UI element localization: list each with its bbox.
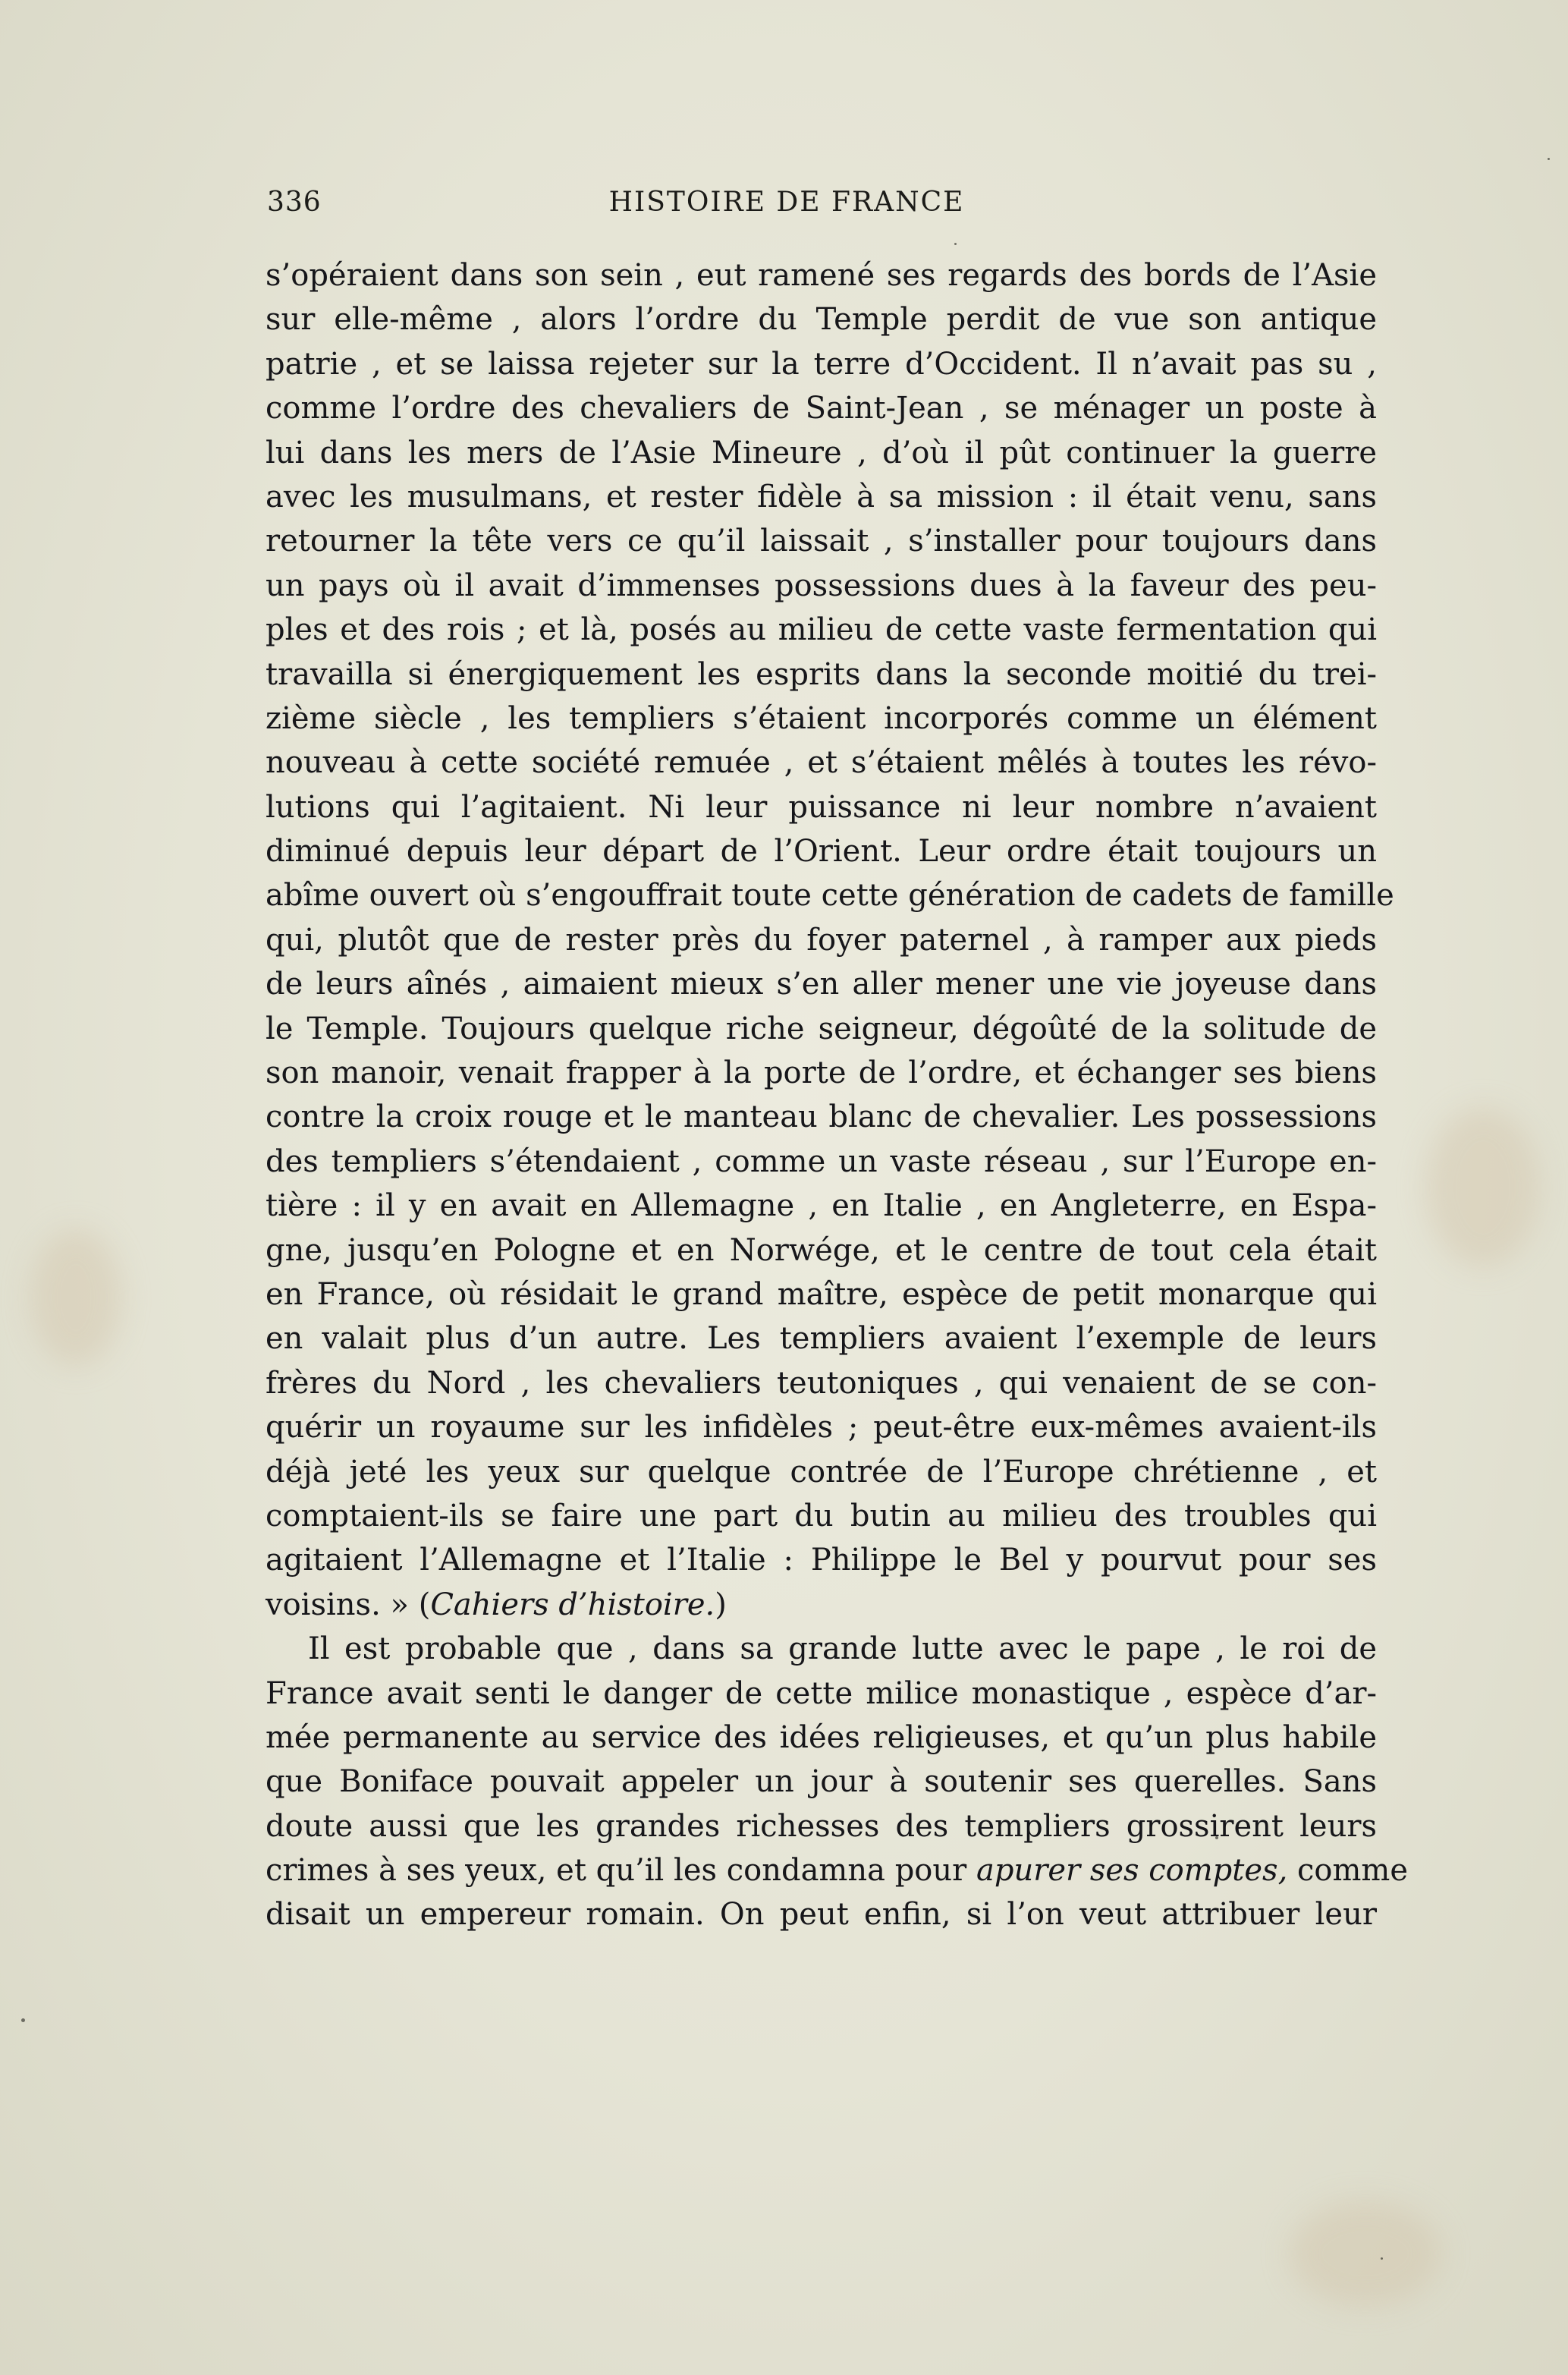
text-line: abîme ouvert où s’engouffrait toute cette génération de cadets de famille [266,878,1394,914]
paragraph [266,1627,1409,1937]
text-line: lutions qui l’agitaient. Ni leur puissance ni leur nombre n’avaient [266,789,1377,825]
text-line: patrie , et se laissa rejeter sur la terre d’Occident. Il n’avait pas su , [266,346,1377,382]
text-segment: comme [1287,1853,1409,1889]
text-line: agitaient l’Allemagne et l’Italie : Philippe le Bel y pourvut pour ses [266,1543,1377,1578]
text-line: avec les musulmans, et rester fidèle à sa mission : il était venu, sans [266,479,1377,514]
paragraph [266,253,1394,1627]
running-title: HISTOIRE DE FRANCE [608,187,965,218]
text-line: que Boniface pouvait appeler un jour à soutenir ses querelles. Sans [266,1764,1377,1800]
body-text [266,253,1409,1937]
text-line: nouveau à cette société remuée , et s’étaient mêlés à toutes les révo- [266,745,1377,781]
text-line: lui dans les mers de l’Asie Mineure , d’où il pût continuer la guerre [266,435,1377,470]
text-line: des templiers s’étendaient , comme un vaste réseau , sur l’Europe en- [266,1143,1377,1179]
text-segment: crimes à ses yeux, et qu’il les condamna pour [266,1853,976,1889]
text-line: Il est probable que , dans sa grande lutte avec le pape , le roi de [308,1631,1377,1667]
text-line: frères du Nord , les chevaliers teutoniques , qui venaient de se con- [266,1365,1377,1401]
paper-stain [1290,2200,1441,2307]
text-line: déjà jeté les yeux sur quelque contrée de l’Europe chrétienne , et [266,1454,1377,1489]
text-line: zième siècle , les templiers s’étaient incorporés comme un élément [266,700,1377,736]
paper-speck [21,2018,25,2022]
paper-speck [1548,158,1550,160]
text-segment: voisins. » ( [266,1587,431,1622]
text-line: France avait senti le danger de cette milice monastique , espèce d’ar- [266,1675,1377,1711]
text-line: contre la croix rouge et le manteau blanc de chevalier. Les possessions [266,1099,1377,1135]
text-line: doute aussi que les grandes richesses des templiers grossirent leurs [266,1808,1377,1844]
text-line: travailla si énergiquement les esprits dans la seconde moitié du trei- [266,656,1377,692]
text-line: retourner la tête vers ce qu’il laissait , s’installer pour toujours dans [266,524,1377,559]
text-line: comptaient-ils se faire une part du butin au milieu des troubles qui [266,1498,1377,1534]
citation: Cahiers d’histoire. [430,1587,715,1622]
text-line: comme l’ordre des chevaliers de Saint-Jean , se ménager un poste à [266,391,1377,426]
text-line: tière : il y en avait en Allemagne , en Italie , en Angleterre, en Espa- [266,1188,1377,1224]
text-line: en valait plus d’un autre. Les templiers avaient l’exemple de leurs [266,1321,1377,1357]
text-line [266,1848,1409,1892]
text-line: sur elle-même , alors l’ordre du Temple perdit de vue son antique [266,302,1377,338]
page-number: 336 [267,187,322,218]
text-segment: ) [715,1587,727,1622]
text-line: ples et des rois ; et là, posés au milieu de cette vaste fermentation qui [266,612,1377,648]
text-line: son manoir, venait frapper à la porte de l’ordre, et échanger ses biens [266,1055,1377,1091]
text-line: un pays où il avait d’immenses possessions dues à la faveur des peu- [266,568,1377,603]
text-line [266,1583,1377,1627]
text-line: disait un empereur romain. On peut enfin, si l’on veut attribuer leur [266,1897,1377,1933]
paper-stain [1426,1108,1540,1267]
text-line: de leurs aînés , aimaient mieux s’en aller mener une vie joyeuse dans [266,967,1377,1002]
text-line: le Temple. Toujours quelque riche seigneur, dégoûté de la solitude de [266,1011,1377,1046]
text-line: qui, plutôt que de rester près du foyer paternel , à ramper aux pieds [266,922,1377,958]
text-line: quérir un royaume sur les infidèles ; peut-être eux-mêmes avaient-ils [266,1410,1377,1445]
page-header [267,187,1375,217]
text-line: mée permanente au service des idées religieuses, et qu’un plus habile [266,1719,1377,1755]
text-line: s’opéraient dans son sein , eut ramené ses regards des bords de l’Asie [266,258,1377,293]
paper-speck [954,243,957,245]
text-line: gne, jusqu’en Pologne et en Norwége, et le centre de tout cela était [266,1232,1377,1268]
text-line: en France, où résidait le grand maître, espèce de petit monarque qui [266,1276,1377,1312]
paper-speck [1381,2257,1383,2260]
italic-phrase: apurer ses comptes, [976,1853,1288,1889]
text-line: diminué depuis leur départ de l’Orient. Leur ordre était toujours un [266,834,1377,870]
paper-stain [30,1229,121,1366]
